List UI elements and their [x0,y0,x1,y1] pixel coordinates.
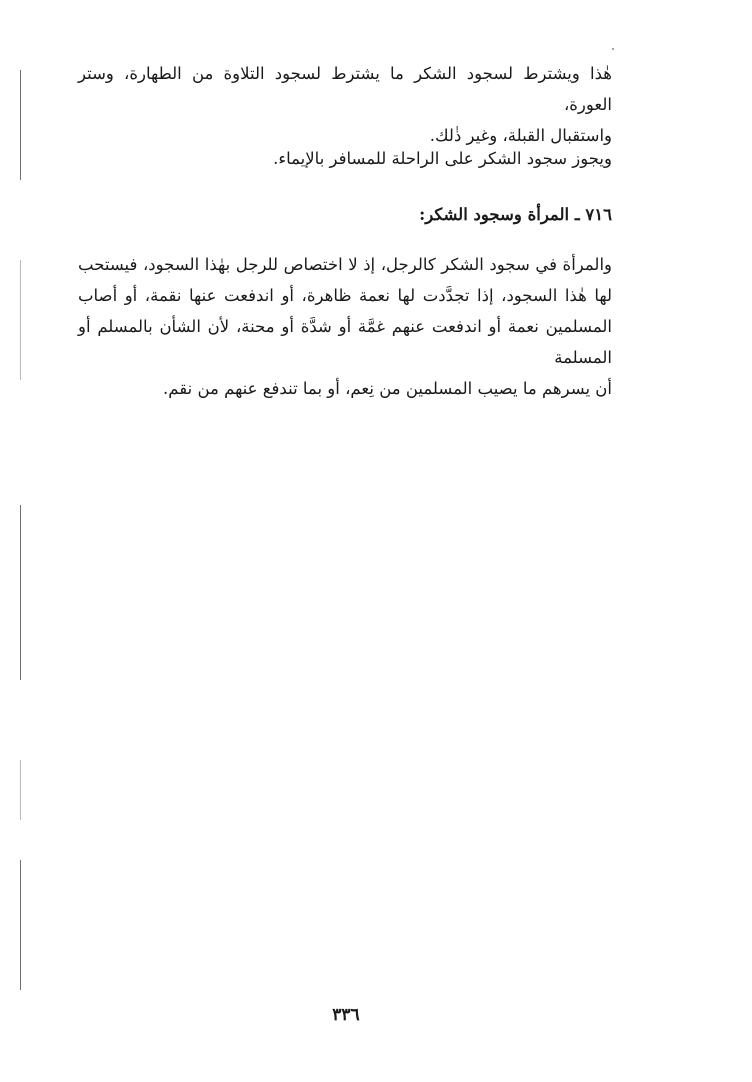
paragraph-line: والمرأة في سجود الشكر كالرجل، إذ لا اختصاص للرجل بهٰذا السجود، فيستحب [78,255,612,274]
paragraph-line: المسلمين نعمة أو اندفعت عنهم غمَّة أو شدَّة أو محنة، لأن الشأن بالمسلم أو المسلمة [78,317,612,367]
page-number: ٣٣٦ [332,1005,360,1025]
paragraph-line: هٰذا ويشترط لسجود الشكر ما يشترط لسجود التلاوة من الطهارة، وستر العورة، [78,64,612,114]
paragraph-line: لها هٰذا السجود، إذا تجدَّدت لها نعمة ظاهرة، أو اندفعت عنها نقمة، أو أصاب [78,286,612,305]
paragraph-woman [78,249,612,404]
scan-margin-line [20,760,21,820]
scan-margin-line [20,260,21,380]
section-heading: ٧١٦ ـ المرأة وسجود الشكر: [419,205,612,224]
paragraph-line: واستقبال القبلة، وغير ذٰلك. [429,126,612,145]
paragraph-traveler [78,143,612,174]
paragraph-line: ويجوز سجود الشكر على الراحلة للمسافر بالإيماء. [273,149,612,168]
scan-margin-line [20,505,21,680]
scan-margin-line [20,70,21,180]
scan-margin-line [20,860,21,990]
paragraph-line: أن يسرهم ما يصيب المسلمين من نِعم، أو بما تندفع عنهم من نقم. [163,379,612,398]
paragraph-conditions [78,58,612,151]
scan-speck [612,48,614,50]
